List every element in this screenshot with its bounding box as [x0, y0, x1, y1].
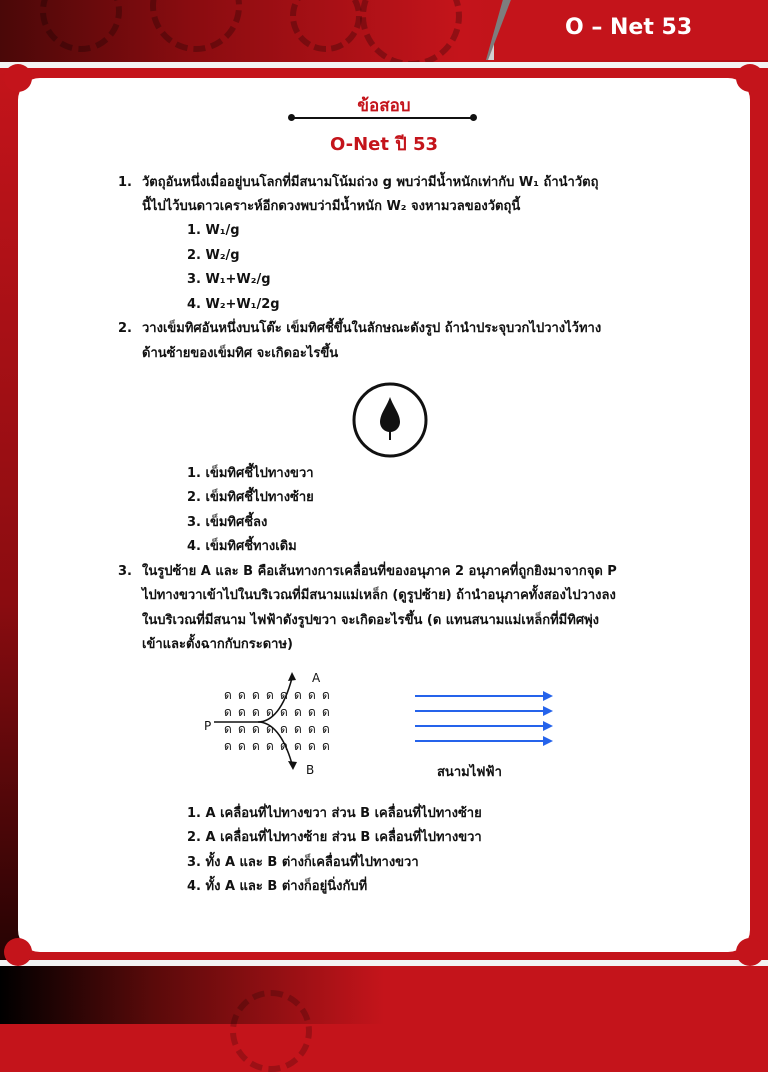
field-symbol: ด: [252, 722, 260, 736]
q3-choice-4: 4. ทั้ง A และ B ต่างก็อยู่นิ่งกับที่: [187, 879, 368, 894]
q1-choice-3: 3. W₁+W₂/g: [187, 272, 271, 287]
q1-text-line2: นี้ไปไว้บนดาวเคราะห์อีกดวงพบว่ามีน้ำหนัก W₂ จงหามวลของวัตถุนี้: [142, 199, 521, 214]
field-symbol: ด: [308, 688, 316, 702]
q3-text-line2: ไปทางขวาเข้าไปในบริเวณที่มีสนามแม่เหล็ก (ดูรูปซ้าย) ถ้านำอนุภาคทั้งสองไปวางลง: [142, 588, 616, 603]
field-symbol: ด: [266, 688, 274, 702]
q3-choice-1: 1. A เคลื่อนที่ไปทางขวา ส่วน B เคลื่อนที่ไปทางซ้าย: [187, 806, 482, 821]
q2-choice-4: 4. เข็มทิศชี้ทางเดิม: [187, 539, 297, 554]
field-symbol: ด: [294, 688, 302, 702]
field-symbol: ด: [308, 705, 316, 719]
q1-number: 1.: [118, 175, 132, 190]
q3-text-line4: เข้าและตั้งฉากกับกระดาษ): [142, 637, 293, 652]
q3-number: 3.: [118, 564, 132, 579]
field-symbol: ด: [308, 739, 316, 753]
field-symbol: ด: [238, 739, 246, 753]
field-symbol: ด: [294, 705, 302, 719]
section-subheading: O-Net ปี 53: [330, 134, 438, 155]
heading-rule: [290, 117, 474, 119]
compass-figure: [350, 380, 430, 460]
field-symbol: ด: [252, 705, 260, 719]
field-symbol: ด: [266, 739, 274, 753]
efield-caption: สนามไฟฟ้า: [437, 765, 502, 780]
label-a: A: [312, 671, 321, 685]
q1-choice-2: 2. W₂/g: [187, 248, 240, 263]
field-symbol: ด: [280, 722, 288, 736]
q3-text-line1: ในรูปซ้าย A และ B คือเส้นทางการเคลื่อนที่ของอนุภาค 2 อนุภาคที่ถูกยิงมาจากจุด P: [142, 564, 617, 579]
efield-arrowhead-icon: [543, 721, 553, 731]
field-symbol: ด: [280, 688, 288, 702]
field-symbol: ด: [266, 705, 274, 719]
magnetic-field-figure: [200, 668, 350, 783]
q3-choice-2: 2. A เคลื่อนที่ไปทางซ้าย ส่วน B เคลื่อนที่ไปทางขวา: [187, 830, 482, 845]
rule-dot-right: [470, 114, 477, 121]
q2-text-line1: วางเข็มทิศอันหนึ่งบนโต๊ะ เข็มทิศชี้ขึ้นในลักษณะดังรูป ถ้านำประจุบวกไปวางไว้ทาง: [142, 321, 602, 336]
arrowhead-b-icon: [288, 761, 297, 770]
label-p: P: [204, 719, 212, 733]
field-symbol: ด: [280, 705, 288, 719]
field-symbol: ด: [294, 722, 302, 736]
q2-choice-1: 1. เข็มทิศชี้ไปทางขวา: [187, 466, 314, 481]
q2-number: 2.: [118, 321, 132, 336]
field-symbol: ด: [266, 722, 274, 736]
field-symbol: ด: [224, 739, 232, 753]
field-symbol: ด: [322, 688, 330, 702]
field-symbol: ด: [224, 722, 232, 736]
q3-text-line3: ในบริเวณที่มีสนาม ไฟฟ้าดังรูปขวา จะเกิดอะไรขึ้น (ด แทนสนามแม่เหล็กที่มีทิศพุ่ง: [142, 613, 599, 628]
electric-field-figure: [410, 688, 560, 748]
section-heading: ข้อสอบ: [357, 96, 411, 116]
arrowhead-a-icon: [288, 672, 296, 681]
q1-text-line1: วัตถุอันหนึ่งเมื่ออยู่บนโลกที่มีสนามโน้มถ่วง g พบว่ามีน้ำหนักเท่ากับ W₁ ถ้านำวัตถุ: [142, 175, 599, 190]
gear-decoration-icon: [230, 990, 312, 1072]
q2-choice-3: 3. เข็มทิศชี้ลง: [187, 515, 268, 530]
header-title: O – Net 53: [565, 15, 693, 40]
field-symbol: ด: [308, 722, 316, 736]
q3-choice-3: 3. ทั้ง A และ B ต่างก็เคลื่อนที่ไปทางขวา: [187, 855, 419, 870]
field-symbol: ด: [322, 705, 330, 719]
field-symbol-grid: [224, 688, 330, 753]
field-symbol: ด: [252, 688, 260, 702]
rule-dot-left: [288, 114, 295, 121]
q1-choice-4: 4. W₂+W₁/2g: [187, 297, 280, 312]
q2-text-line2: ด้านซ้ายของเข็มทิศ จะเกิดอะไรขึ้น: [142, 346, 339, 361]
q2-choice-2: 2. เข็มทิศชี้ไปทางซ้าย: [187, 490, 314, 505]
efield-arrowhead-icon: [543, 736, 553, 746]
field-symbol: ด: [238, 705, 246, 719]
q1-choice-1: 1. W₁/g: [187, 223, 240, 238]
efield-arrowhead-icon: [543, 706, 553, 716]
field-arrows: [415, 691, 553, 746]
footer-band: [0, 966, 768, 1024]
field-symbol: ด: [280, 739, 288, 753]
divider-top: [0, 62, 768, 68]
field-symbol: ด: [322, 722, 330, 736]
field-symbol: ด: [224, 705, 232, 719]
field-symbol: ด: [224, 688, 232, 702]
field-symbol: ด: [294, 739, 302, 753]
field-symbol: ด: [238, 722, 246, 736]
field-symbol: ด: [322, 739, 330, 753]
field-symbol: ด: [252, 739, 260, 753]
label-b: B: [306, 763, 315, 777]
field-symbol: ด: [238, 688, 246, 702]
efield-arrowhead-icon: [543, 691, 553, 701]
